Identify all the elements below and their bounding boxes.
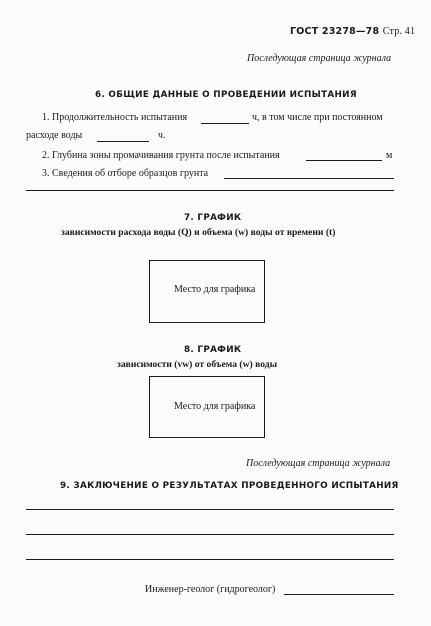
item1-text: 1. Продолжительность испытания — [42, 112, 188, 123]
item1-text-c: расходе воды — [26, 130, 83, 141]
conclusion-line-3 — [26, 559, 394, 560]
conclusion-line-2 — [26, 534, 394, 535]
item2-text: 2. Глубина зоны промачивания грунта после испытания — [42, 150, 280, 161]
item1-blank — [201, 123, 249, 124]
graph-placeholder-7 — [149, 260, 265, 323]
item1-blank-2 — [97, 141, 149, 142]
item3-blank — [224, 178, 394, 179]
journal-note-top: Последующая страница журнала — [247, 53, 392, 64]
graph-placeholder-7-label: Место для графика — [174, 284, 256, 295]
signature-line — [284, 594, 394, 595]
signature-label: Инженер-геолог (гидрогеолог) — [145, 584, 276, 595]
section-6-title: 6. ОБЩИЕ ДАННЫЕ О ПРОВЕДЕНИИ ИСПЫТАНИЯ — [95, 90, 357, 100]
item2-unit: м — [386, 150, 393, 161]
standard-number: ГОСТ 23278—78 — [290, 26, 380, 37]
section-7-title: 7. ГРАФИК — [184, 213, 242, 223]
section-8-subtitle: зависимости (vw) от объема (w) воды — [117, 359, 278, 370]
journal-note-bottom: Последующая страница журнала — [246, 458, 391, 469]
item3-text: 3. Сведения об отборе образцов грунта — [42, 168, 209, 179]
section-9-title: 9. ЗАКЛЮЧЕНИЕ О РЕЗУЛЬТАТАХ ПРОВЕДЕННОГО ИСПЫТАНИЯ — [60, 481, 399, 491]
item3-blank-2 — [26, 190, 394, 191]
section-7-subtitle: зависимости расхода воды (Q) и объема (w) воды от времени (t) — [61, 227, 336, 238]
item1-text-b: ч, в том числе при постоянном — [252, 112, 383, 123]
section-8-title: 8. ГРАФИК — [184, 345, 242, 355]
graph-placeholder-8 — [149, 376, 265, 438]
page-number: Стр. 41 — [382, 26, 416, 37]
item1-unit: ч. — [158, 130, 166, 141]
graph-placeholder-8-label: Место для графика — [174, 401, 256, 412]
item2-blank — [306, 160, 382, 161]
page-header — [290, 26, 415, 37]
conclusion-line-1 — [26, 509, 394, 510]
